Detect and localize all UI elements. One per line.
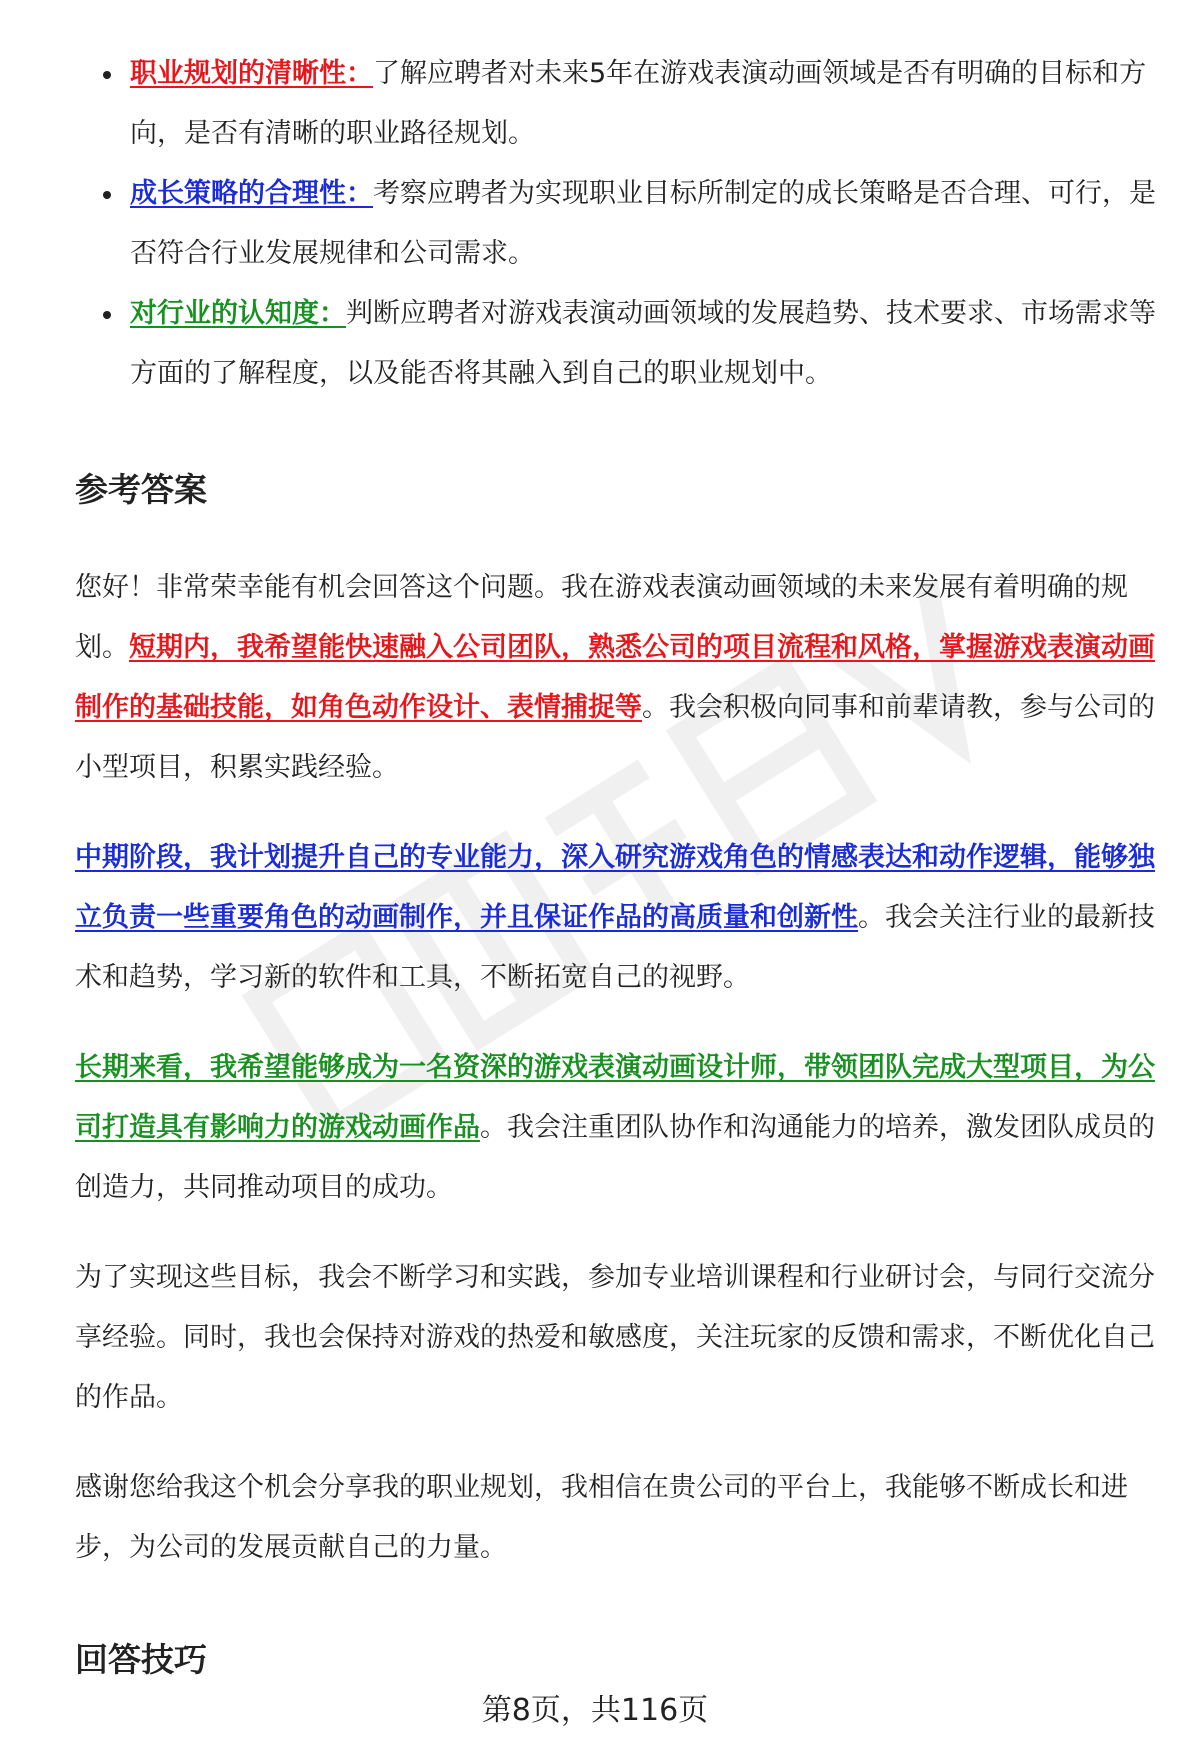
- criteria-list: [75, 44, 1165, 404]
- page-content: [75, 44, 1165, 1690]
- criteria-keyword: 职业规划的清晰性：: [130, 58, 373, 89]
- answer-paragraph-5: 感谢您给我这个机会分享我的职业规划，我相信在贵公司的平台上，我能够不断成长和进步，为公司的发展贡献自己的力量。: [75, 1472, 1128, 1563]
- criteria-item-industry: [75, 284, 1165, 404]
- criteria-item-clarity: [75, 44, 1165, 164]
- answer-highlight-short-term: 短期内，我希望能快速融入公司团队，熟悉公司的项目流程和风格，掌握游戏表演动画制作的基础技能，如角色动作设计、表情捕捉等: [75, 632, 1155, 723]
- answer-paragraph-2: [75, 828, 1165, 1008]
- criteria-keyword: 对行业的认知度：: [130, 298, 346, 329]
- criteria-text: 判断应聘者对游戏表演动画领域的发展趋势、技术要求、市场需求等方面的了解程度，以及能否将其融入到自己的职业规划中。: [130, 298, 1156, 389]
- criteria-item-strategy: [75, 164, 1165, 284]
- answer-paragraph-3: [75, 1038, 1165, 1218]
- answer-paragraph-4: 为了实现这些目标，我会不断学习和实践，参加专业培训课程和行业研讨会，与同行交流分享经验。同时，我也会保持对游戏的热爱和敏感度，关注玩家的反馈和需求，不断优化自己的作品。: [75, 1262, 1155, 1413]
- answer-highlight-long-term: 长期来看，我希望能够成为一名资深的游戏表演动画设计师，带领团队完成大型项目，为公司打造具有影响力的游戏动画作品: [75, 1052, 1155, 1143]
- bullet-icon: [103, 311, 111, 319]
- answer-text: 。我会积极向同事和前辈请教，参与公司的小型项目，积累实践经验。: [75, 692, 1155, 783]
- criteria-keyword: 成长策略的合理性：: [130, 178, 373, 209]
- answer-paragraph-1: [75, 558, 1165, 798]
- bullet-icon: [103, 71, 111, 79]
- answer-text: 。我会关注行业的最新技术和趋势，学习新的软件和工具，不断拓宽自己的视野。: [75, 902, 1155, 993]
- criteria-text: 了解应聘者对未来5年在游戏表演动画领域是否有明确的目标和方向，是否有清晰的职业路径规划。: [130, 58, 1147, 149]
- answer-text: 您好！非常荣幸能有机会回答这个问题。我在游戏表演动画领域的未来发展有着明确的规划。: [75, 572, 1128, 663]
- bullet-icon: [103, 191, 111, 199]
- section-title-tips: 回答技巧: [75, 1640, 207, 1679]
- answer-highlight-mid-term: 中期阶段，我计划提升自己的专业能力，深入研究游戏角色的情感表达和动作逻辑，能够独立负责一些重要角色的动画制作，并且保证作品的高质量和创新性: [75, 842, 1155, 933]
- criteria-text: 考察应聘者为实现职业目标所制定的成长策略是否合理、可行，是否符合行业发展规律和公司需求。: [130, 178, 1156, 269]
- answer-text: 。我会注重团队协作和沟通能力的培养，激发团队成员的创造力，共同推动项目的成功。: [75, 1112, 1155, 1203]
- section-title-answer: 参考答案: [75, 470, 207, 509]
- page-number: 第8页，共116页: [481, 1693, 709, 1728]
